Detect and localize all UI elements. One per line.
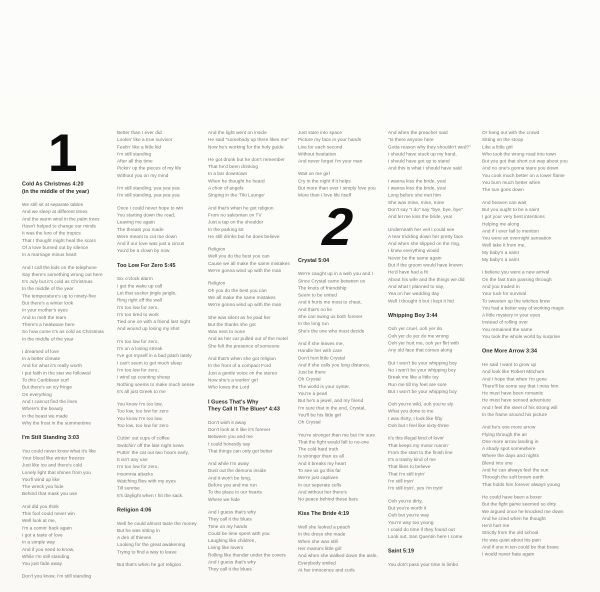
lyric-stanza: And I guess that's why They call it the blues Time on my hands Could be time spent with you Laughing like children, Living like lovers Rolling like thunder under the covers And I guess that's why They call it the blues [208,508,286,572]
lyric-stanza: He said I want to grow up And look like Robert Mitchum And I hope that when I'm gone There'll be some say that I miss him He must have been romantic He must have sensed adventure And I feel the steel of his strong will In the frame around his picture [482,361,559,417]
lyric-stanza: It's this illegal kind of lovin' That keeps my motor runnin' From the start to the finish line It's a trashy kind of me That likes to believe That I'm still tryin' I'm still tryin' I'm still tryin', yes I'm tryin' [388,435,453,491]
lyric-stanza: You don't pass your time in limbo [388,561,459,568]
lyric-stanza: Ooh you're dirty, But you're worth it Ooh but you're way You're way too young I could do time if they found out Look out, San Quentin here I come [388,497,463,540]
column-5-text [388,129,483,568]
lyric-stanza: Ooh you're wild, ooh you're sly What you done to me I was thirty, I look like fifty Ooh but I feel like sixty-three [388,401,454,428]
song-title: Cold As Christmas 4:20 (in the middle of the year) [22,181,90,195]
lyric-stanza: I'm too low for zero, I'm on a losing streak I've got myself in a bad patch lately I can't seem to get much sleep I'm too low for zero, I wind up counting sheep Nothing seems to make much sense It's all just Greek to me [117,338,195,394]
song-title: One More Arrow 3:34 [482,348,538,355]
lyric-stanza: He got drunk but he don't remember That he'd been drinking In a bar downtown When he thought he heard A choir of angels Singing in the 'Tiki Lounge' [208,156,285,198]
column-3 [208,129,303,592]
column-4-text [298,129,393,574]
lyric-stanza: Religion Well you do the best you can Cause we all make the same mistakes We're gonna wind up with the man [208,246,290,274]
song-title: Saint 5:19 [388,548,415,555]
song-title: I Guess That's Why They Call It The Blues* 4:43 [208,398,280,413]
song-title: Too Low For Zero 5:45 [117,262,176,269]
lyric-stanza: Six o'clock alarm I get the wake up call Let that sucker jingle jangle, Ring right off the wall I'm too low for zero, I'm too tired to work Tied one on with a friend last night And wound up losing my shirt [117,275,191,332]
lyric-stanza: Underneath her veil I could see A tear trickling down her pretty face And when she slipped on the ring, I knew everything would Never be the same again But if the groom would have known He'd have had a fit About his wife and the things we did And what I planned to say, Yea on her wedding day Well I thought it but I kept it hid [388,226,465,304]
lyric-stanza: And heaven can wait But you ought to be a saint I got your very best intentions Helping me along And if I ever fail to mention You were an overnight sensation Well take it from me, My baby's a saint My baby's a saint [482,199,552,263]
side-numeral-1: 1 [48,123,78,183]
lyric-stanza: Once I could never hope to win You starting down the road, Leaving me again The threats you made Were meant to cut me down And if our love was just a circus You'd be a clown by now [117,204,185,254]
lyric-stanza: I wanna kiss the bride, yea! I wanna kiss the bride, yea! Long before she met him She was mine, mine, mine Don't say "I do" say "bye, bye, bye" And let me kiss the bride, yea! [388,177,463,220]
column-6 [482,129,577,592]
lyric-stanza: And I call the kids on the telephone Say there's something wrong out here It's July but it's cold as Christmas In the middle of the year The temperature's up to ninety-five But there's a winter look In your mother's eyes And to melt the tears There's a heatwave here So how come it's as cold as Christmas In the middle of the year [22,264,104,342]
lyric-stanza: Don't wish it away Don't look at it like it's forever Between you and me I could honestly say That things can only get better [208,419,273,454]
lyric-stanza: And did you think This fool could never win Well look at me, I'm a comin' back again I got a taste of love In a simple way And if you need to know, While I'm still standing You just fade away [22,503,75,567]
lyric-stanza: And that's when she got religion In the front of a compact Ford Just a gentle voice on the stereo Now she's a workin' girl Who loves the Lord [208,355,278,390]
lyric-stanza: And when the preacher said "Is there anyone here Gotta reason why they shouldn't wed?" I should have stuck up my hand, I should have got up to stand And this is what I should have said [388,129,471,171]
lyric-stanza: You know I'm too low, Too low, too low for zero You know I'm too low, Too low, too low for zero [117,401,169,428]
lyric-stanza: Religion Oh you do the best you can We all make the same mistakes We're gonna wind up with the man [208,280,282,308]
lyric-stanza: You could never know what it's like Your blood like winter freezes Just like ice and there's cold Lonely light that shines from you You'll wind up like The wreck you hide Behind that mask you use [22,447,96,497]
lyric-stanza: I believe you were a new arrival On the fast train passing through And you traded in Your luck for survival To sweeten up the witches brew You had a better way of working magic A little mystery in your eyes Instead of rolling over You remained the same You took the whole world by surprise [482,269,565,340]
song-title: I'm Still Standing 3:03 [22,434,80,441]
song-title: Religion 4:06 [117,506,152,513]
column-6-text [482,129,577,558]
lyric-stanza: Don't you know, I'm still standing [22,573,92,579]
lyric-stanza: Or hang out with the crowd Sitting on the stoop Like a little girl Who took the wrong road into town But you got that short cut way about you And no one's gonna stare you down You cook much better on a lower flame You burn much better when The sun goes down [482,129,568,193]
lyric-stanza: He could have been a boxer But the fight game seemed so dirty We argued once he knocked me down And he cried when he thought He'd hurt me Strictly from the old school He was quiet about his pain And if one in ten could be that brave I would never hate again [482,493,564,557]
column-1-text [22,123,117,580]
lyric-stanza: Better than I ever did Lookin' like a true survivor Feelin' like a little kid I'm still standing After all this time Pickin' up the pieces of my life Without you on my mind [117,129,182,178]
lyric-stanza: Cuttin' out cups of coffee Switchin' off the late night news Puttin' the cat out two hours early, It isn't any use I'm too low for zero, Insomnia attacks Watching flies with my eyes Till sunrise It's daylight when I hit the sack. [117,435,189,498]
song-title: Crystal 5:04 [298,257,330,264]
lyric-stanza: I dreamed of love In a better climate And for what it's really worth I put faith in the star we followed To this Caribbean surf But there's an icy fringe On everything And I cannot find the lines Where's the beauty In the beast we made Why the frost in the summertime [22,348,92,426]
column-4 [298,129,393,592]
lyric-stanza: We're caught up in a web you and I Since Crystal came between us The knots of friendship Seem to be untied And it hurts me most to cheat, And that's no lie She can swing us both forever In the long run She's the one who must decide [298,270,373,334]
side-numeral-2: 2 [320,197,355,257]
song-title: Whipping Boy 3:44 [388,312,438,319]
lyric-stanza: We still sit at separate tables And we sleep at different times And the warm wind in the palm trees Hasn't helped to change our minds It was the lure of the tropics That I thought might heal the scars Of a love burned out by silence In a marriage minus heart [22,201,100,258]
lyric-stanza: Well he could almost taste the money But he was sitting in A den of thieves Looking for the great awakening Trying to find a way to leave [117,520,197,555]
column-2 [117,129,212,592]
column-1 [22,123,117,592]
lyric-stanza: And the light went on inside He said "somebody up there likes me" Now he's working for the holy guide [208,129,289,150]
column-3-text [208,129,303,573]
lyric-stanza: Just stare into space Picture my face in your hands Live for each second Without hesitation And never forget I'm your man [298,129,363,164]
lyric-stanza: And while I'm away Dust out the demons inside And it won't be long, Before you and me run To the place in our hearts Where we hide [208,460,267,502]
lyric-stanza: Wait on me girl Cry in the night if it helps But more than ever I simply love you More than I love life itself [298,170,376,198]
song-title: Kiss The Bride 4:19 [298,510,350,517]
lyric-stanza: But I won't be your whipping boy No I won't be your whipping boy Break me like a little toy Run me till my feet are sore But I won't be your whipping boy [388,359,457,394]
lyric-stanza: And if she leaves me, Handle her with care Don't hurt little Crystal And if she calls you long distance, Just be there Oh Crystal The world is your oyster, You're a pearl But he's a jewel, and my friend I'm sure that in the end, Crystal, You'll be his little girl Oh Crystal [298,340,371,425]
lyric-stanza: And that's when he got religion From no salesman on TV Just a tap on the shoulder In the parking lot He still drinks but he does believe [208,204,280,239]
lyric-stanza: But that's when he got religion [117,561,182,568]
lyric-stanza: She was silent as he paid her But the thanks she got Was next to none And as her car pulled out of the motel She felt the presence of someone [208,314,288,349]
lyric-stanza: You're stronger than me but I'm sure That the fight would fall to no-one The cold hard truth Is stronger than us all And it breaks my heart To see us go this far We're just captives In our seperate cells And without her there's No peace behind these bars [298,431,376,502]
lyric-stanza: I'm still standing, yea yea yea I'm still standing, yea yea yea [117,185,180,198]
lyric-stanza: Ooh yer cruel, ooh yer do Ooh yer do yer do me wrong Ooh yer hurt me, ooh yer flirt with Any old face that comes along [388,325,460,353]
column-5 [388,129,483,592]
lyric-stanza: And he's one more arrow Flying through the air One more arrow landing in A shady spot somewhere Where the days and nights Blend into one And he can always feel the sun Through the soft brown earth That holds him forever always young [482,424,561,487]
column-2-text [117,129,212,568]
lyric-stanza: Well she looked a peach In the dress she made When she was still Her mama's little girl And when she walked down the aisle, Everybody smiled At her innocence and curls [298,524,378,573]
